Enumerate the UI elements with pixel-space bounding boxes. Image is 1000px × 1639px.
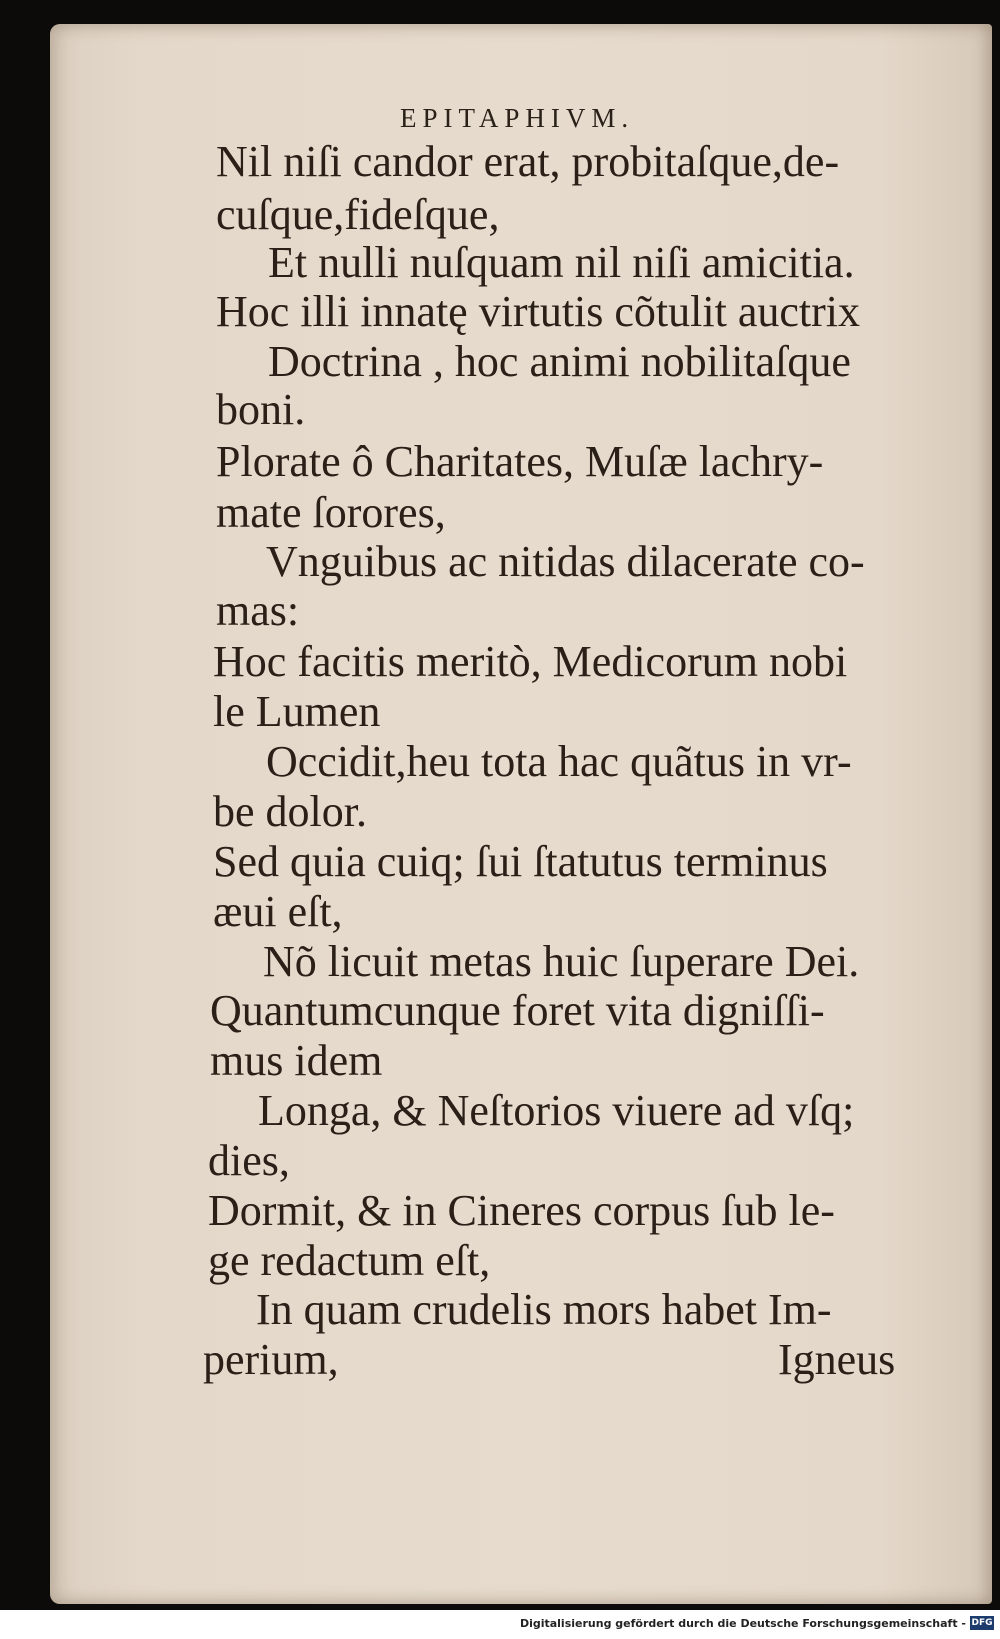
text-line: boni. (216, 385, 306, 434)
text-line: Nõ licuit metas huic ſuperare Dei. (263, 937, 860, 986)
funding-notice: Digitalisierung gefördert durch die Deutsche Forschungsgemeinschaft - (519, 1617, 966, 1630)
text-line: Doctrina , hoc animi nobilitaſque (268, 337, 851, 386)
text-line: be dolor. (213, 787, 367, 836)
text-line: mus idem (210, 1036, 383, 1085)
catchword: Igneus (778, 1335, 896, 1384)
running-header: EPITAPHIVM. (400, 103, 635, 133)
text-line: Plorate ô Charitates, Muſæ lachry- (216, 437, 824, 486)
text-line: æui eſt, (213, 887, 343, 936)
text-line: In quam crudelis mors habet Im- (256, 1285, 832, 1334)
text-line: perium, (203, 1335, 339, 1384)
dfg-logo: DFG (971, 1618, 993, 1628)
text-line: mas: (216, 586, 300, 635)
text-line: cuſque,fideſque, (216, 190, 500, 239)
text-line: Dormit, & in Cineres corpus ſub le- (208, 1186, 835, 1235)
text-line: Quantumcunque foret vita digniſſi- (210, 986, 825, 1035)
text-line: Vnguibus ac nitidas dilacerate co- (266, 537, 865, 586)
text-line: Occidit,heu tota hac quãtus in vr- (266, 737, 852, 786)
footer-bar (0, 1610, 1000, 1639)
text-line: ge redactum eſt, (208, 1236, 491, 1285)
text-line: Hoc illi innatę virtutis cõtulit auctrix (216, 287, 860, 336)
text-line: Et nulli nuſquam nil niſi amicitia. (268, 238, 855, 287)
text-line: Hoc facitis meritò, Medicorum nobi (213, 637, 848, 686)
text-line: dies, (208, 1136, 290, 1185)
text-line: Sed quia cuiq; ſui ſtatutus terminus (213, 837, 828, 886)
text-line: le Lumen (213, 687, 381, 736)
text-line: mate ſorores, (216, 488, 446, 537)
text-line: Longa, & Neſtorios viuere ad vſq; (258, 1086, 855, 1135)
text-line: Nil niſi candor erat, probitaſque,de- (216, 137, 840, 186)
